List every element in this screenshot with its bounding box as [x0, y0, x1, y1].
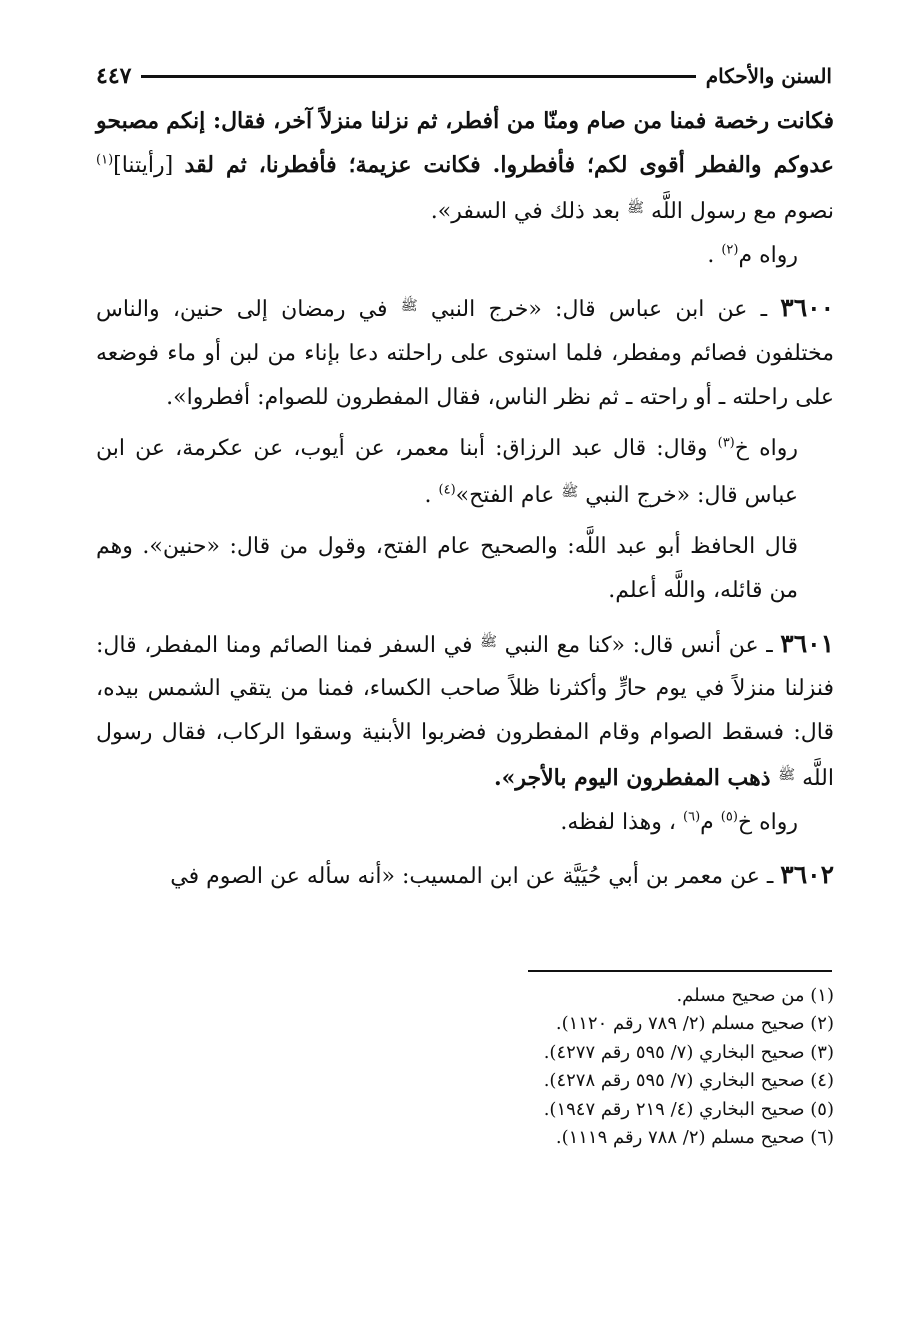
- footnote: (٤) صحيح البخاري (٧/ ٥٩٥ رقم ٤٢٧٨).: [543, 1070, 834, 1092]
- source-text: م: [700, 809, 721, 835]
- hadith-text: ـ عن معمر بن أبي حُيَيَّة عن ابن المسيب: «أنه سأله عن الصوم في: [170, 863, 781, 889]
- narration-source: [96, 427, 834, 517]
- hadith-text: في السفر فمنا الصائم ومنا المفطر، قال: فنزلنا منزلاً في يوم حارٍّ وأكثرنا ظلاً صاحب الكساء، فمنا من يتقي الشمس بيده، قال: فسقط الصوام وقام المفطرون فضربوا الأبنية وسقوا الركاب، فقال رسول اللَّه: [96, 632, 834, 792]
- footnote: (٢) صحيح مسلم (٢/ ٧٨٩ رقم ١١٢٠).: [555, 1013, 834, 1035]
- hadith-number: ٣٦٠٠: [780, 293, 834, 323]
- hadith-3602: [96, 853, 834, 899]
- page-number: ٤٤٧: [96, 63, 132, 89]
- hadith-3601: [96, 621, 834, 801]
- source-text: وقال: قال عبد الرزاق: أبنا معمر، عن أيوب، عن عكرمة، عن ابن عباس قال: «خرج النبي: [96, 436, 798, 508]
- running-header: [96, 62, 832, 90]
- footnote-ref: (١): [96, 152, 114, 168]
- bracketed-word: [رأيتنا]: [113, 152, 174, 178]
- source-text: رواه خ: [734, 436, 798, 462]
- narration-source: [96, 801, 834, 845]
- source-text: .: [707, 242, 722, 268]
- salutation-glyph: ﷺ: [400, 298, 418, 315]
- salutation-glyph: ﷺ: [778, 767, 796, 784]
- footnote-ref: (٤): [438, 482, 456, 498]
- hadith-text: ».: [493, 765, 516, 792]
- text-line: بعد ذلك في السفر».: [430, 199, 628, 225]
- text-line: نصوم مع رسول اللَّه: [644, 199, 834, 225]
- hadith-3600: [96, 285, 834, 419]
- salutation-glyph: ﷺ: [480, 633, 497, 650]
- hadith-text: ـ عن ابن عباس قال: «خرج النبي: [417, 297, 781, 323]
- scholar-note: قال الحافظ أبو عبد اللَّه: والصحيح عام الفتح، وقول من قال: «حنين». وهم من قائله، واللَّه أعلم.: [96, 534, 798, 603]
- narration-source: [96, 234, 834, 278]
- text-line: مصبحو عدوكم والفطر أقوى لكم؛ فأفطروا. فكانت عزيمة؛ فأفطرنا، ثم لقد: [96, 108, 834, 178]
- hadith-text: ـ عن أنس قال: «كنا مع النبي: [497, 632, 781, 658]
- footnote: (١) من صحيح مسلم.: [676, 985, 834, 1006]
- footnote-ref: (٥): [720, 809, 738, 825]
- footnote-ref: (٣): [717, 435, 735, 451]
- footnote-ref: (٦): [683, 809, 701, 825]
- source-text: عام الفتح»: [455, 482, 562, 508]
- hadith-quote: ذهب المفطرون اليوم بالأجر: [515, 765, 779, 792]
- running-title: السنن والأحكام: [705, 64, 832, 88]
- hadith-number: ٣٦٠٢: [780, 859, 834, 889]
- footnote-ref: (٢): [721, 242, 739, 258]
- source-text: رواه خ: [737, 809, 798, 835]
- source-text: رواه م: [738, 242, 798, 268]
- main-text: [96, 100, 834, 898]
- footnote: (٥) صحيح البخاري (٤/ ٢١٩ رقم ١٩٤٧).: [543, 1098, 834, 1120]
- footnote: (٣) صحيح البخاري (٧/ ٥٩٥ رقم ٤٢٧٧).: [543, 1041, 834, 1063]
- salutation-glyph: ﷺ: [627, 200, 645, 217]
- source-text: .: [424, 482, 439, 508]
- hadith-text: في رمضان إلى حنين، والناس مختلفون فصائم ومفطر، فلما استوى على راحلته دعا بإناء من لبن أو ماء فوضعه على راحلته ـ أو راحته ـ ثم نظر الناس، فقال المفطرون للصوام: أفطروا».: [96, 297, 834, 410]
- footnote: (٦) صحيح مسلم (٢/ ٧٨٨ رقم ١١١٩).: [555, 1127, 834, 1149]
- salutation-glyph: ﷺ: [561, 483, 579, 500]
- source-text: ، وهذا لفظه.: [560, 809, 683, 835]
- continued-paragraph: [96, 100, 834, 234]
- text-line: فكانت رخصة فمنا من صام ومنّا من أفطر، ثم نزلنا منزلاً آخر، فقال: إنكم: [166, 108, 834, 134]
- footnotes: [96, 982, 834, 1152]
- footnote-separator: [528, 970, 832, 972]
- hadith-number: ٣٦٠١: [780, 628, 834, 658]
- header-rule: [141, 75, 695, 78]
